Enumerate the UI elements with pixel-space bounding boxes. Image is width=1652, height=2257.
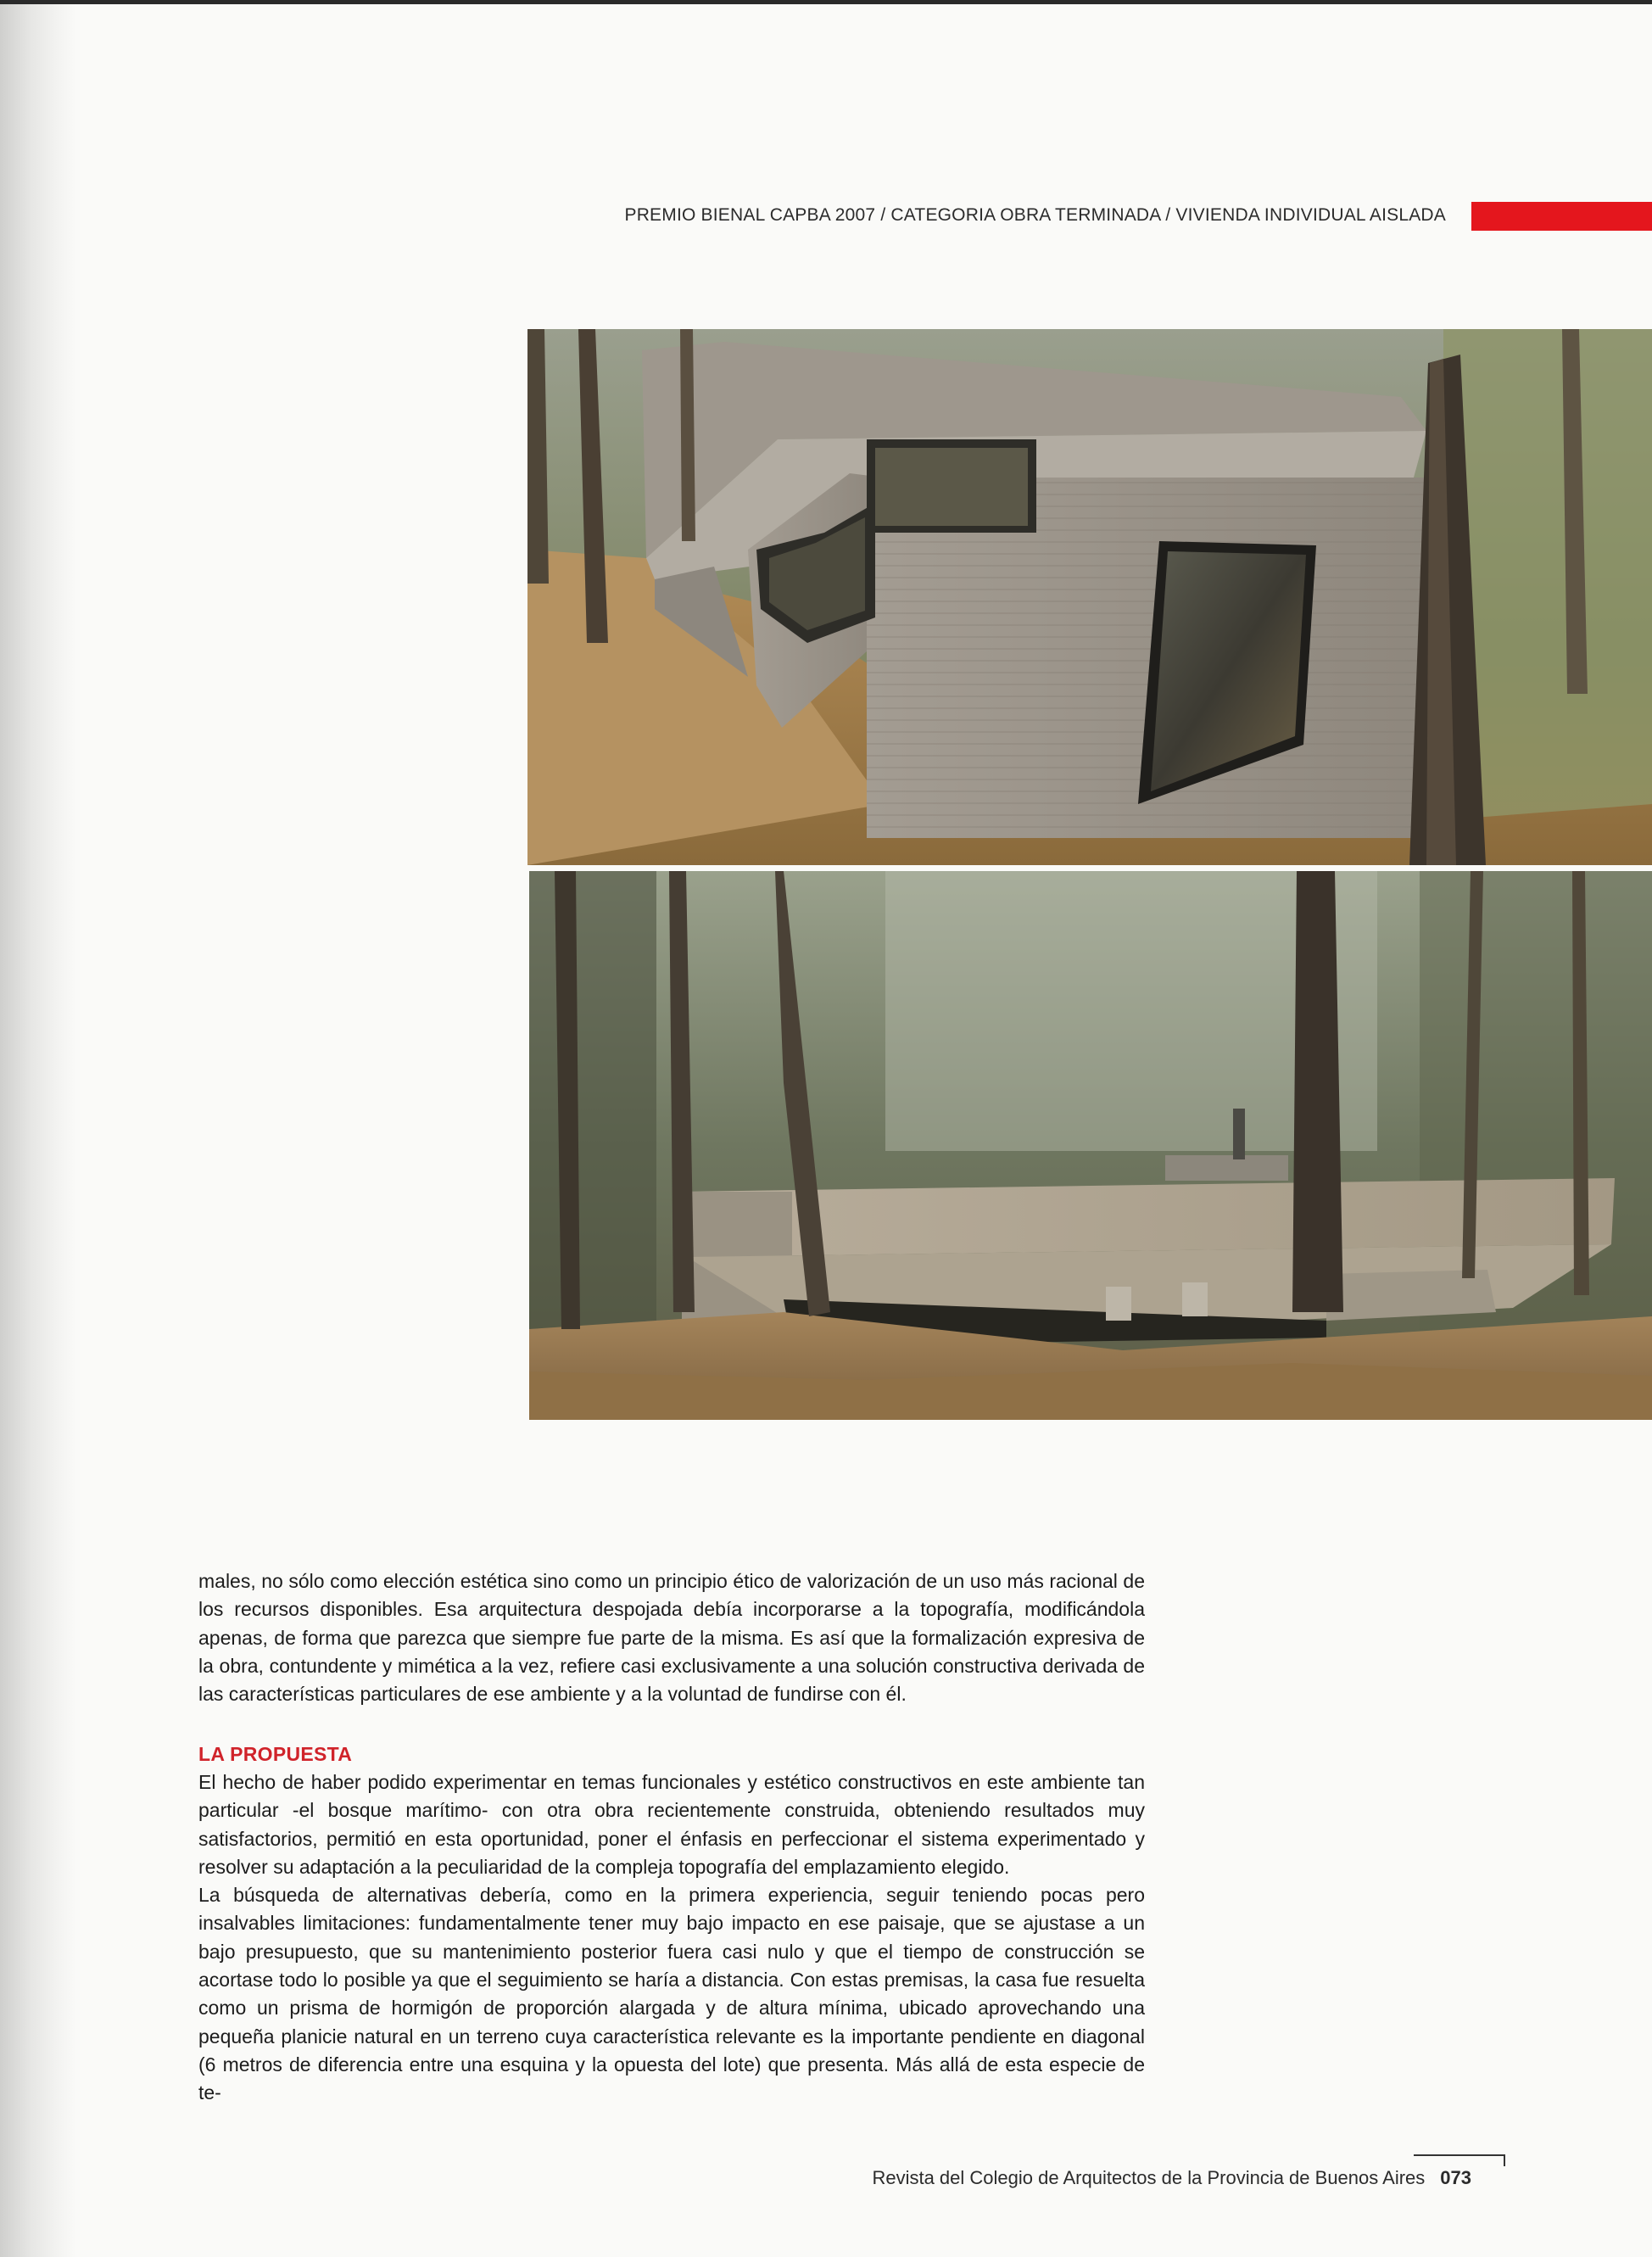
footer-publication: Revista del Colegio de Arquitectos de la Provincia de Buenos Aires <box>872 2167 1426 2188</box>
footer-rule <box>1414 2154 1505 2156</box>
photo-concrete-house-in-forest <box>529 871 1652 1420</box>
photo-concrete-house-facade <box>527 329 1652 865</box>
intro-paragraph <box>198 1567 1145 1708</box>
running-header: PREMIO BIENAL CAPBA 2007 / CATEGORIA OBRA TERMINADA / VIVIENDA INDIVIDUAL AISLADA <box>624 205 1446 225</box>
intro-paragraph-text: males, no sólo como elección estética sino como un principio ético de valorización de un uso más racional de los recursos disponibles. Esa arquitectura despojada debía incorporarse a la topografía, modificándola apenas, de forma que parezca que siempre fue parte de la misma. Es así que la formalización expresiva de la obra, contundente y mimética a la vez, refiere casi exclusivamente a una solución constructiva derivada de las características particulares de ese ambiente y a la voluntad de fundirse con él. <box>198 1570 1145 1706</box>
page-spine-shadow <box>0 0 76 2257</box>
top-edge-line <box>0 0 1652 4</box>
propuesta-body <box>198 1768 1145 2108</box>
propuesta-paragraph-1: El hecho de haber podido experimentar en temas funcionales y estético constructivos en este ambiente tan particular -el bosque marítimo- con otra obra recientemente construida, obteniendo resultados muy satisfactorios, permitió en esta oportunidad, poner el énfasis en perfeccionar el sistema experimentado y resolver su adaptación a la peculiaridad de la compleja topografía del emplazamiento elegido. <box>198 1771 1145 1878</box>
header-accent-bar <box>1471 202 1652 231</box>
propuesta-paragraph-2: La búsqueda de alternativas debería, como en la primera experiencia, seguir teniendo pocas pero insalvables limitaciones: fundamentalmente tener muy bajo impacto en ese paisaje, que se ajustase a un bajo presupuesto, que su mantenimiento posterior fuera casi nulo y que el tiempo de construcción se acortase todo lo posible ya que el seguimiento se haría a distancia. Con estas premisas, la casa fue resuelta como un prisma de hormigón de proporción alargada y de altura mínima, ubicado aprovechando una pequeña planicie natural en un terreno cuya característica relevante es la importante pendiente en diagonal (6 metros de diferencia entre una esquina y la opuesta del lote) que presenta. Más allá de esta especie de te- <box>198 1884 1145 2104</box>
page-number: 073 <box>1440 2167 1471 2188</box>
page-footer <box>763 2167 1471 2189</box>
section-title: LA PROPUESTA <box>198 1743 353 1765</box>
footer-rule-tick <box>1504 2154 1505 2166</box>
